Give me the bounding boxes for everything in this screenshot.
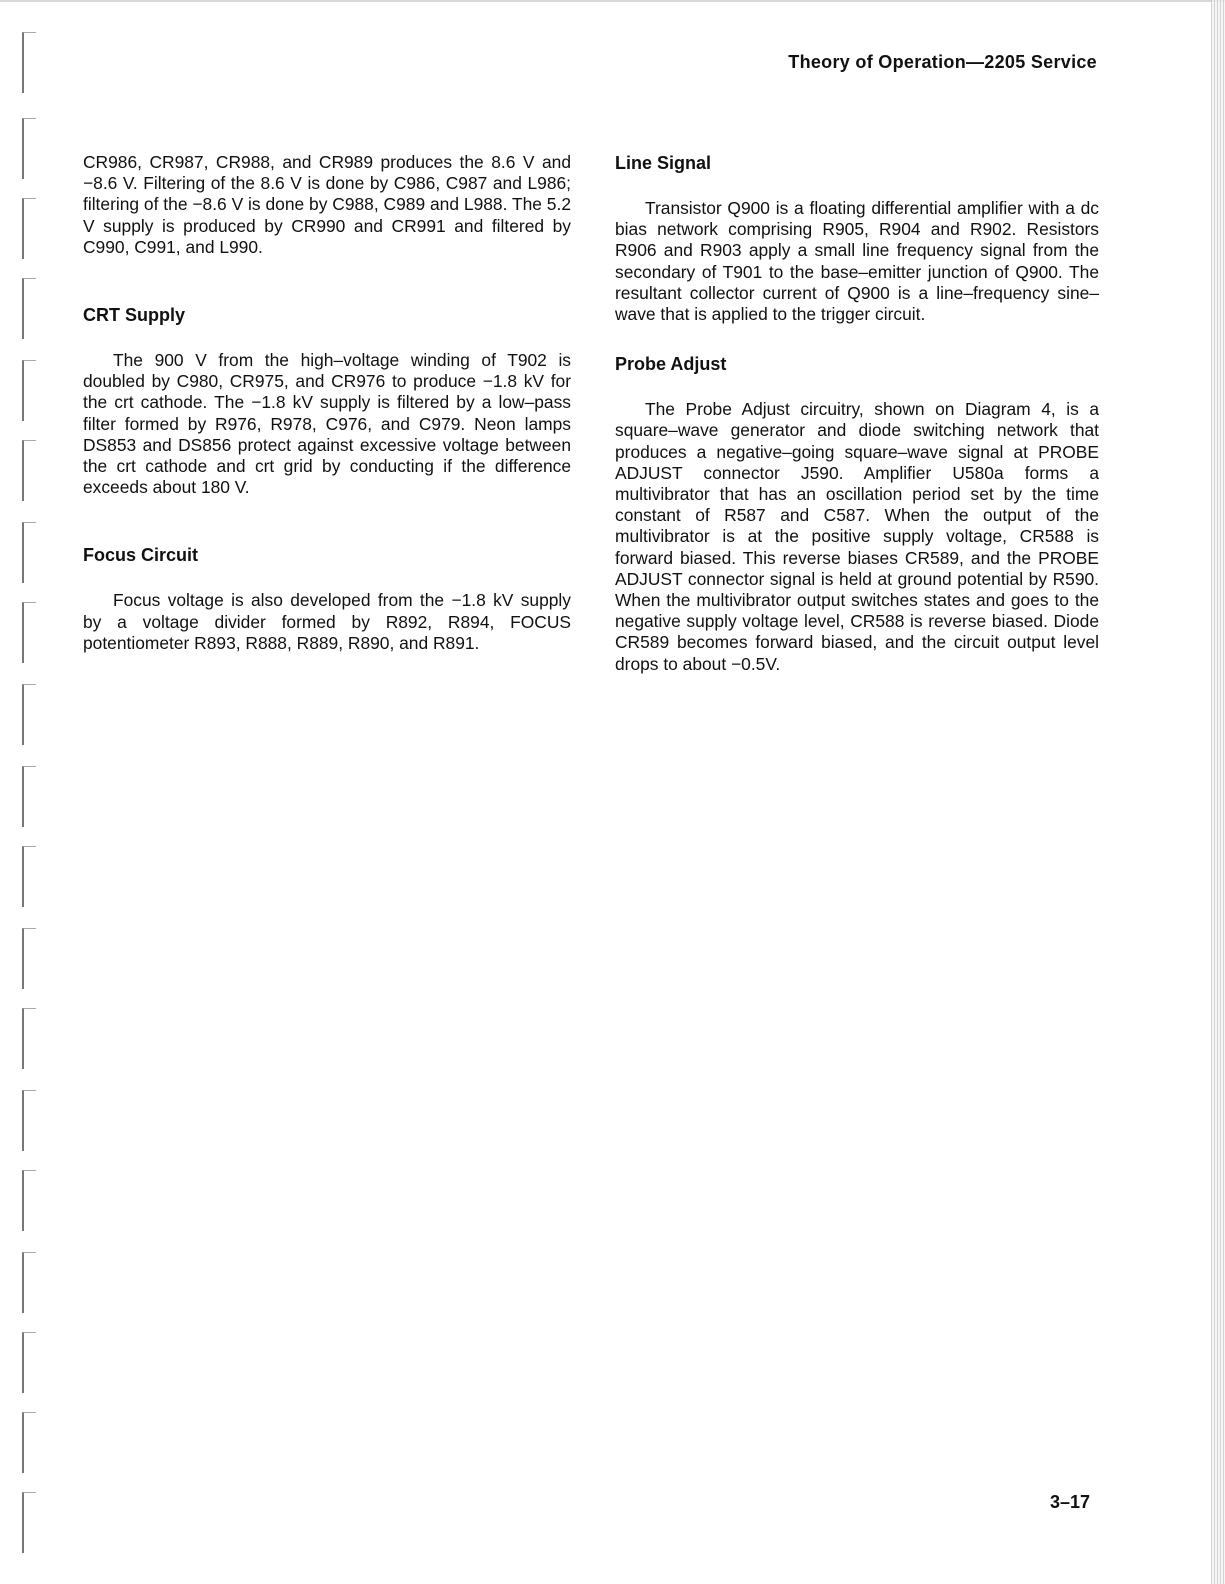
binding-mark bbox=[22, 32, 36, 93]
right-column bbox=[615, 152, 1099, 675]
binding-mark bbox=[22, 1332, 36, 1393]
binding-mark bbox=[22, 522, 36, 583]
binding-mark bbox=[22, 684, 36, 745]
section-heading-focus-circuit: Focus Circuit bbox=[83, 545, 199, 566]
binding-mark bbox=[22, 766, 36, 827]
running-header: Theory of Operation—2205 Service bbox=[788, 52, 1097, 72]
binding-mark bbox=[22, 360, 36, 421]
page-number: 3–17 bbox=[1049, 1492, 1090, 1512]
binding-mark bbox=[22, 928, 36, 989]
scan-top-edge bbox=[0, 0, 1225, 2]
binding-mark bbox=[22, 1252, 36, 1313]
section-heading-crt-supply: CRT Supply bbox=[83, 305, 185, 326]
binding-mark bbox=[22, 198, 36, 259]
binding-mark bbox=[22, 846, 36, 907]
crt-supply-paragraph: The 900 V from the high–voltage winding of T902 is doubled by C980, CR975, and CR976 to produce −1.8 kV for the crt cathode. The −1.8 kV supply is filtered by a low–pass filter formed by R976, R978, C976, and C979. Neon lamps DS853 and DS856 protect against excessive voltage between the crt cathode and crt grid by conducting if the difference exceeds about 180 V. bbox=[83, 350, 571, 498]
scan-right-edge bbox=[1211, 0, 1225, 1584]
binding-mark bbox=[22, 1492, 36, 1553]
binding-mark bbox=[22, 118, 36, 179]
section-heading-probe-adjust: Probe Adjust bbox=[615, 354, 727, 375]
binding-mark bbox=[22, 602, 36, 663]
left-column bbox=[83, 152, 571, 654]
binding-mark bbox=[22, 1090, 36, 1151]
section-heading-line-signal: Line Signal bbox=[615, 153, 712, 173]
continued-paragraph: CR986, CR987, CR988, and CR989 produces the 8.6 V and −8.6 V. Filtering of the 8.6 V is done by C986, C987 and L986; filtering of the −8.6 V is done by C988, C989 and L988. The 5.2 V supply is produced by CR990 and CR991 and filtered by C990, C991, and L990. bbox=[83, 152, 571, 257]
line-signal-paragraph: Transistor Q900 is a floating differential amplifier with a dc bias network comprising R905, R904 and R902. Resistors R906 and R903 apply a small line frequency signal from the secondary of T901 to the base–emitter junction of Q900. The resultant collector current of Q900 is a line–frequency sine–wave that is applied to the trigger circuit. bbox=[615, 198, 1099, 325]
probe-adjust-paragraph: The Probe Adjust circuitry, shown on Diagram 4, is a square–wave generator and diode switching network that produces a negative–going square–wave signal at PROBE ADJUST connector J590. Amplifier U580a forms a multivibrator that has an oscillation period set by the time constant of R587 and C587. When the output of the multivibrator is at the positive supply voltage, CR588 is forward biased. This reverse biases CR589, and the PROBE ADJUST connector signal is held at ground potential by R590. When the multivibrator output switches states and goes to the negative supply voltage level, CR588 is reverse biased. Diode CR589 becomes forward biased, and the circuit output level drops to about −0.5V. bbox=[615, 399, 1099, 674]
binding-mark bbox=[22, 278, 36, 339]
binding-mark bbox=[22, 440, 36, 501]
binding-mark bbox=[22, 1170, 36, 1231]
binding-mark bbox=[22, 1412, 36, 1473]
binding-hole-marks bbox=[16, 32, 46, 1562]
binding-mark bbox=[22, 1008, 36, 1069]
focus-circuit-paragraph: Focus voltage is also developed from the −1.8 kV supply by a voltage divider formed by R892, R894, FOCUS potentiometer R893, R888, R889, R890, and R891. bbox=[83, 590, 571, 653]
